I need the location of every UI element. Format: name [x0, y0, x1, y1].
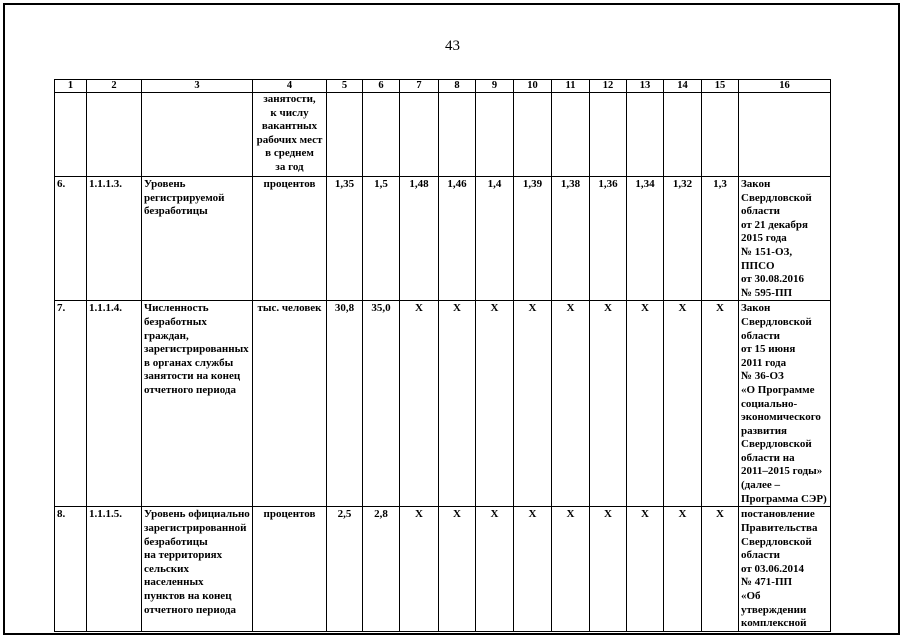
header-cell: 5 [327, 80, 363, 93]
value-cell: 1,36 [590, 177, 627, 301]
row-number-cell: 6. [55, 177, 87, 301]
value-cell: X [664, 301, 702, 507]
value-cell: X [476, 507, 514, 631]
indicator-name-cell [142, 93, 253, 177]
value-cell: 35,0 [363, 301, 400, 507]
page-number: 43 [445, 38, 460, 54]
header-cell: 14 [664, 80, 702, 93]
value-cell: 1,38 [552, 177, 590, 301]
value-cell [702, 93, 739, 177]
value-cell: X [476, 301, 514, 507]
value-cell [327, 93, 363, 177]
value-cell: X [702, 507, 739, 631]
value-cell [664, 93, 702, 177]
value-cell: 1,46 [439, 177, 476, 301]
header-cell: 7 [400, 80, 439, 93]
table-row [55, 507, 831, 631]
value-cell: X [514, 301, 552, 507]
value-cell [590, 93, 627, 177]
value-cell: 30,8 [327, 301, 363, 507]
unit-cell: процентов [253, 507, 327, 631]
header-cell: 8 [439, 80, 476, 93]
value-cell: 1,35 [327, 177, 363, 301]
row-number-cell: 7. [55, 301, 87, 507]
value-cell: X [702, 301, 739, 507]
value-cell [363, 93, 400, 177]
value-cell: 2,8 [363, 507, 400, 631]
value-cell [439, 93, 476, 177]
value-cell [400, 93, 439, 177]
value-cell: X [400, 301, 439, 507]
value-cell [627, 93, 664, 177]
row-number-cell: 8. [55, 507, 87, 631]
value-cell [514, 93, 552, 177]
unit-cell: занятости, к числу вакантных рабочих мест в среднем за год [253, 93, 327, 177]
header-cell: 6 [363, 80, 400, 93]
header-cell: 13 [627, 80, 664, 93]
table-row [55, 301, 831, 507]
value-cell: X [439, 507, 476, 631]
value-cell [476, 93, 514, 177]
value-cell: X [627, 301, 664, 507]
header-cell: 12 [590, 80, 627, 93]
value-cell: X [552, 301, 590, 507]
row-number-cell [55, 93, 87, 177]
value-cell: 1,34 [627, 177, 664, 301]
header-row [55, 80, 831, 93]
unit-cell: процентов [253, 177, 327, 301]
value-cell: 1,3 [702, 177, 739, 301]
value-cell: X [590, 507, 627, 631]
header-cell: 4 [253, 80, 327, 93]
value-cell: X [664, 507, 702, 631]
value-cell: X [627, 507, 664, 631]
header-cell: 16 [739, 80, 831, 93]
code-cell: 1.1.1.5. [87, 507, 142, 631]
value-cell: X [514, 507, 552, 631]
value-cell: X [552, 507, 590, 631]
header-cell: 15 [702, 80, 739, 93]
value-cell: 2,5 [327, 507, 363, 631]
code-cell: 1.1.1.4. [87, 301, 142, 507]
header-cell: 1 [55, 80, 87, 93]
value-cell: 1,39 [514, 177, 552, 301]
code-cell [87, 93, 142, 177]
value-cell: X [590, 301, 627, 507]
indicator-name-cell: Уровень официально зарегистрированной безработицы на территориях сельских населенных пунктов на конец отчетного периода [142, 507, 253, 631]
value-cell: X [439, 301, 476, 507]
value-cell: 1,5 [363, 177, 400, 301]
value-cell: 1,32 [664, 177, 702, 301]
header-cell: 2 [87, 80, 142, 93]
table-row [55, 93, 831, 177]
value-cell [552, 93, 590, 177]
table-row [55, 177, 831, 301]
source-cell: постановление Правительства Свердловской области от 03.06.2014 № 471-ПП «Об утверждении комплексной [739, 507, 831, 631]
code-cell: 1.1.1.3. [87, 177, 142, 301]
indicator-name-cell: Уровень регистрируемой безработицы [142, 177, 253, 301]
header-cell: 9 [476, 80, 514, 93]
indicator-name-cell: Численность безработных граждан, зарегистрированных в органах службы занятости на конец отчетного периода [142, 301, 253, 507]
value-cell: 1,4 [476, 177, 514, 301]
header-cell: 3 [142, 80, 253, 93]
header-cell: 11 [552, 80, 590, 93]
value-cell: X [400, 507, 439, 631]
value-cell: 1,48 [400, 177, 439, 301]
source-cell: Закон Свердловской области от 15 июня 2011 года № 36-ОЗ «О Программе социально- экономического развития Свердловской области на 2011–2015 годы» (далее – Программа СЭР) [739, 301, 831, 507]
source-cell [739, 93, 831, 177]
source-cell: Закон Свердловской области от 21 декабря 2015 года № 151-ОЗ, ППСО от 30.08.2016 № 595-ПП [739, 177, 831, 301]
indicators-table [54, 79, 831, 632]
unit-cell: тыс. человек [253, 301, 327, 507]
header-cell: 10 [514, 80, 552, 93]
